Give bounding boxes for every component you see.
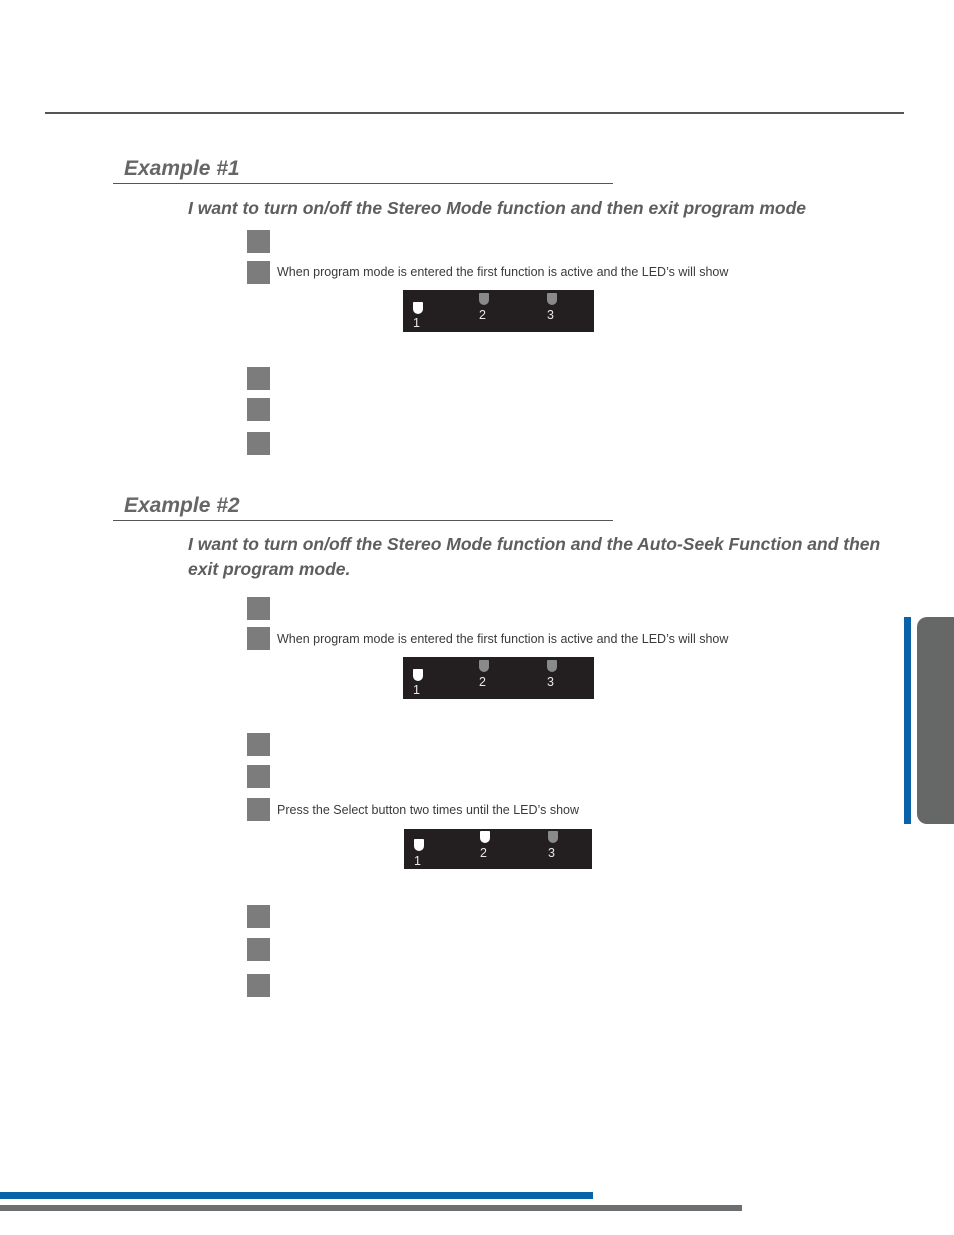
example-1-heading: Example #1	[124, 157, 240, 180]
led-label: 3	[547, 675, 554, 689]
led-off-icon	[547, 293, 557, 305]
example-2-step-2-text: When program mode is entered the first function is active and the LED’s will show	[277, 632, 729, 646]
example-2-step-5-text: Press the Select button two times until the LED’s show	[277, 803, 580, 817]
step-marker	[247, 938, 270, 961]
led-display-panel	[403, 657, 594, 699]
step-marker	[247, 905, 270, 928]
step-marker	[247, 627, 270, 650]
step-marker	[247, 432, 270, 455]
top-divider	[45, 112, 904, 114]
side-accent-bar	[904, 617, 911, 824]
step-marker	[247, 733, 270, 756]
step-marker	[247, 367, 270, 390]
led-3	[547, 293, 557, 305]
led-off-icon	[547, 660, 557, 672]
led-1	[413, 669, 423, 681]
step-marker	[247, 398, 270, 421]
led-off-icon	[548, 831, 558, 843]
led-label: 1	[413, 316, 420, 330]
footer-gray-bar	[0, 1205, 742, 1211]
led-label: 1	[413, 683, 420, 697]
led-3	[547, 660, 557, 672]
led-label: 3	[547, 308, 554, 322]
example-2-subtitle-line-1: I want to turn on/off the Stereo Mode function and the Auto-Seek Function and then	[188, 534, 881, 554]
example-1-subtitle: I want to turn on/off the Stereo Mode function and then exit program mode	[188, 198, 807, 218]
example-2-subtitle-line-2: exit program mode.	[188, 559, 351, 579]
led-on-icon	[413, 302, 423, 314]
led-2	[479, 660, 489, 672]
section-tab	[917, 617, 954, 824]
led-1	[414, 839, 424, 851]
led-off-icon	[479, 660, 489, 672]
footer-blue-bar	[0, 1192, 593, 1199]
led-label: 3	[548, 846, 555, 860]
led-label: 2	[479, 675, 486, 689]
led-display-panel	[403, 290, 594, 332]
step-marker	[247, 261, 270, 284]
led-label: 2	[479, 308, 486, 322]
led-3	[548, 831, 558, 843]
led-on-icon	[413, 669, 423, 681]
led-display-panel	[404, 829, 592, 869]
led-1	[413, 302, 423, 314]
example-2-heading: Example #2	[124, 494, 240, 517]
led-on-icon	[480, 831, 490, 843]
example-2-underline	[113, 520, 613, 521]
example-1-step-2-text: When program mode is entered the first function is active and the LED’s will show	[277, 265, 729, 279]
example-1-underline	[113, 183, 613, 184]
step-marker	[247, 230, 270, 253]
led-2	[480, 831, 490, 843]
led-label: 1	[414, 854, 421, 868]
step-marker	[247, 765, 270, 788]
step-marker	[247, 597, 270, 620]
led-off-icon	[479, 293, 489, 305]
led-label: 2	[480, 846, 487, 860]
led-on-icon	[414, 839, 424, 851]
step-marker	[247, 798, 270, 821]
led-2	[479, 293, 489, 305]
step-marker	[247, 974, 270, 997]
